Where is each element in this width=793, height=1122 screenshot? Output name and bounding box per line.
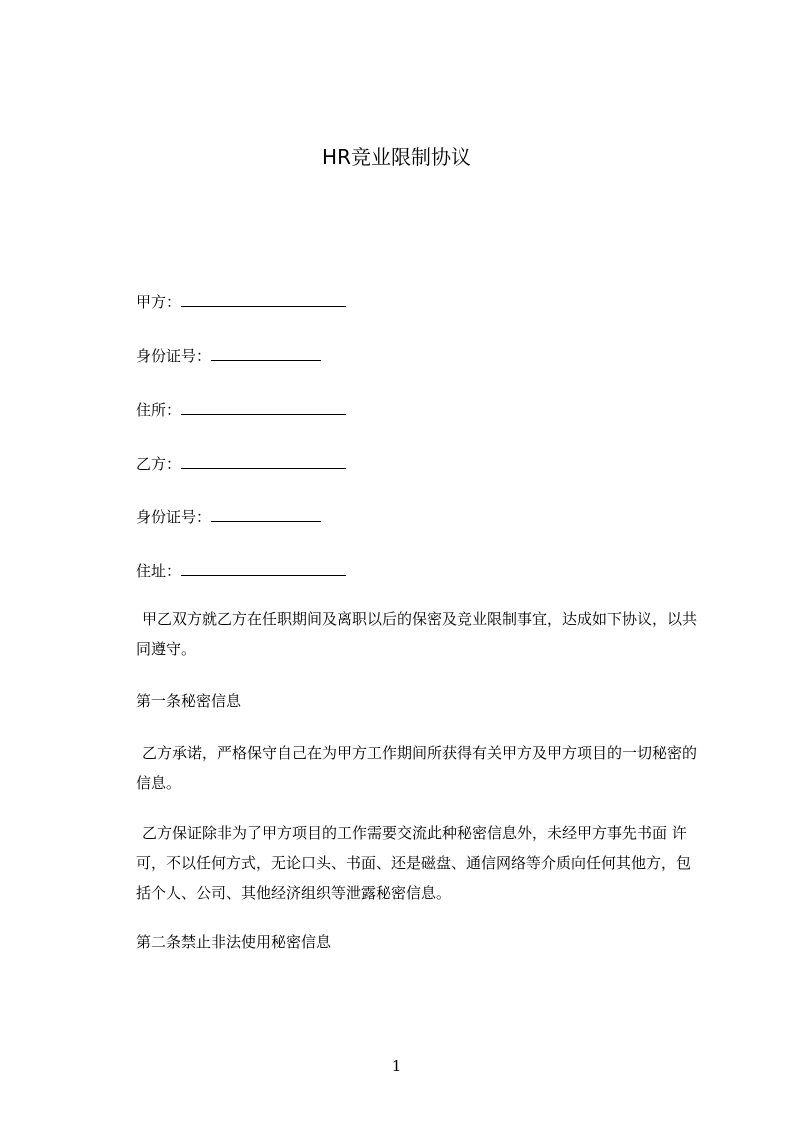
- party-b-blank[interactable]: [181, 453, 346, 469]
- party-a-blank[interactable]: [181, 291, 346, 307]
- party-a-residence-field: [136, 399, 346, 420]
- party-b-address-label: 住址：: [136, 562, 182, 580]
- party-a-id-blank[interactable]: [211, 345, 321, 361]
- party-b-id-field: [136, 506, 321, 527]
- page-number: 1: [391, 1057, 402, 1075]
- party-b-id-blank[interactable]: [211, 506, 321, 522]
- article-1-paragraph-2: 乙方保证除非为了甲方项目的工作需要交流此种秘密信息外，未经甲方事先书面 许可，不以任何方式，无论口头、书面、还是磁盘、通信网络等介质向任何其他方，包括个人、公司、其他经济组织等泄露秘密信息。: [136, 824, 692, 902]
- intro-paragraph: 甲乙双方就乙方在任职期间及离职以后的保密及竞业限制事宜，达成如下协议，以共同遵守。: [136, 610, 698, 658]
- party-a-id-label: 身份证号：: [136, 347, 212, 365]
- article-1-paragraph-1: 乙方承诺，严格保守自己在为甲方工作期间所获得有关甲方及甲方项目的一切秘密的信息。: [136, 744, 698, 792]
- party-b-id-label: 身份证号：: [136, 508, 212, 526]
- party-a-label: 甲方：: [136, 293, 182, 311]
- party-b-label: 乙方：: [136, 455, 182, 473]
- party-a-residence-blank[interactable]: [181, 399, 346, 415]
- party-b-address-field: [136, 560, 346, 581]
- article-2-heading: 第二条禁止非法使用秘密信息: [136, 933, 332, 951]
- party-a-residence-label: 住所：: [136, 401, 182, 419]
- party-a-field: [136, 291, 346, 312]
- party-b-address-blank[interactable]: [181, 560, 346, 576]
- article-1-heading: 第一条秘密信息: [136, 692, 242, 710]
- party-a-id-field: [136, 345, 321, 366]
- document-title: HR竞业限制协议: [322, 145, 471, 169]
- party-b-field: [136, 453, 346, 474]
